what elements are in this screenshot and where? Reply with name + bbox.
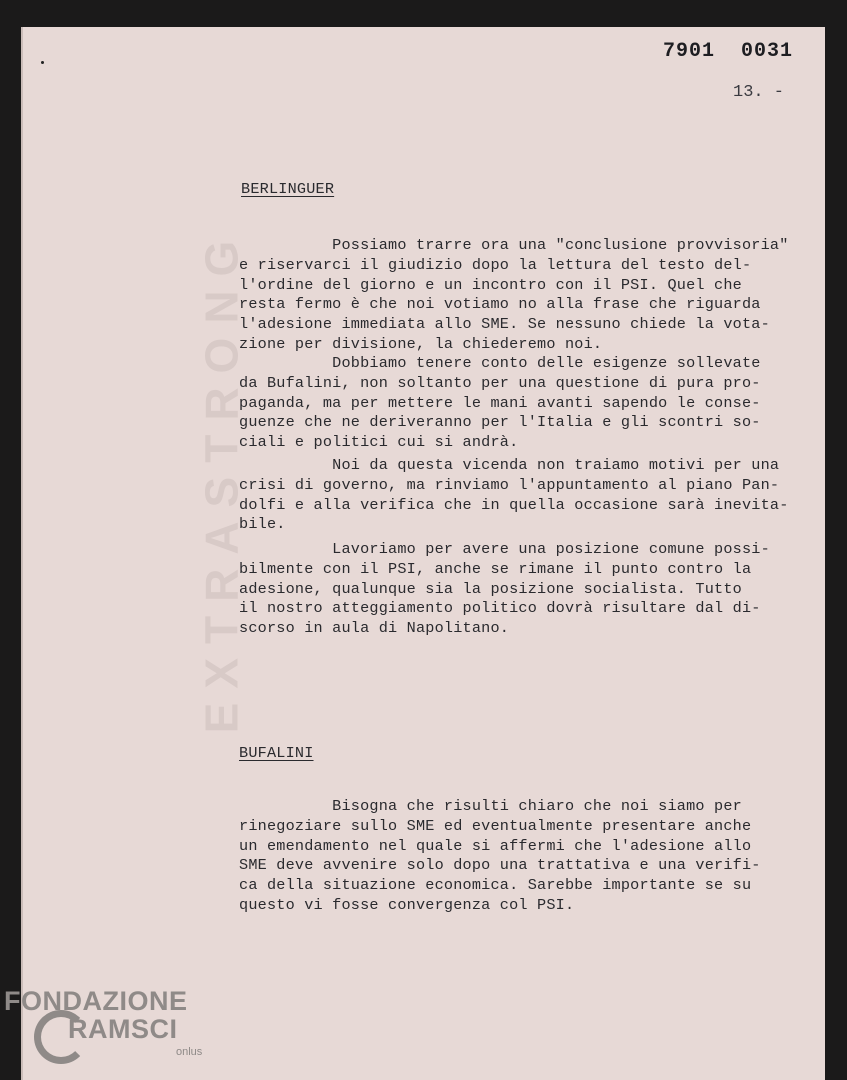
document-number: 7901 0031 [663, 40, 794, 63]
margin-dot [41, 61, 44, 64]
fondazione-gramsci-logo [4, 986, 214, 1076]
logo-line-3: onlus [176, 1046, 203, 1058]
speaker-name: BUFALINI [239, 744, 314, 762]
paragraph: Bisogna che risulti chiaro che noi siamo per rinegoziare sullo SME ed eventualmente presentare anche un emendamento nel quale si affermi che l'adesione allo SME deve avvenire solo dopo una trattativa e una verifi- ca della situazione economica. Sarebbe importante se su questo vi fosse convergenza col PSI. [239, 797, 761, 914]
paragraph: Noi da questa vicenda non traiamo motivi per una crisi di governo, ma rinviamo l'appuntamento al piano Pan- dolfi e alla verifica che in quella occasione sarà inevita- bile. [239, 456, 789, 534]
logo-line-1: FONDAZIONE [4, 986, 188, 1016]
paragraph: Lavoriamo per avere una posizione comune possi- bilmente con il PSI, anche se rimane il punto contro la adesione, qualunque sia la posizione socialista. Tutto il nostro atteggiamento politico dovrà risultare dal di- scorso in aula di Napolitano. [239, 540, 770, 638]
page-number: 13. - [733, 83, 785, 102]
speaker-name: BERLINGUER [241, 180, 335, 198]
logo-line-2: RAMSCI [68, 1014, 178, 1044]
paragraph: Dobbiamo tenere conto delle esigenze sollevate da Bufalini, non soltanto per una questione di pura pro- paganda, ma per mettere le mani avanti sapendo le conse- guenze che ne deriveranno per l'Italia e gli scontri so- ciali e politici cui si andrà. [239, 354, 761, 452]
watermark-text: EXTRASTRONG [195, 226, 247, 734]
paragraph: Possiamo trarre ora una "conclusione provvisoria" e riservarci il giudizio dopo la lettura del testo del- l'ordine del giorno e un incontro con il PSI. Quel che resta fermo è che noi votiamo no alla frase che riguarda l'adesione immediata allo SME. Se nessuno chiede la vota- zione per divisione, la chiederemo noi. [239, 236, 789, 353]
